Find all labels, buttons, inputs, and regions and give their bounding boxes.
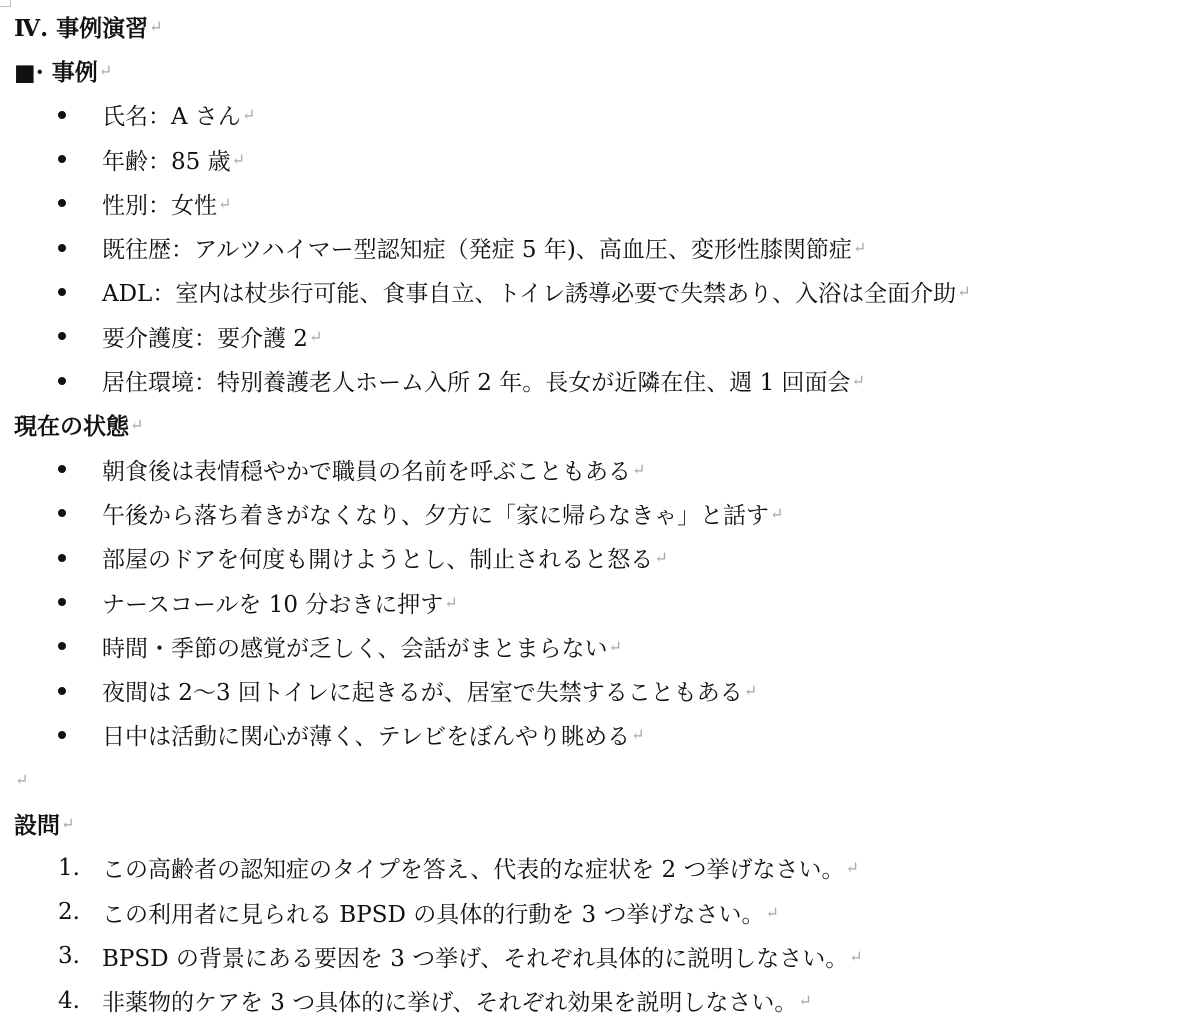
- bullet-icon: [58, 509, 66, 517]
- paragraph-mark-icon: ↵: [444, 592, 458, 612]
- paragraph-mark-icon: ↵: [149, 16, 163, 36]
- question-text: この利用者に見られる BPSD の具体的行動を 3 つ挙げなさい。: [102, 901, 765, 928]
- bullet-icon: [58, 199, 66, 207]
- list-item: [14, 270, 1194, 314]
- question-item: [14, 934, 1194, 978]
- list-item: [14, 447, 1194, 491]
- paragraph-mark-icon: ↵: [218, 193, 232, 213]
- question-item: [14, 846, 1194, 890]
- questions-heading-text: 設問: [14, 811, 60, 839]
- list-item: [14, 181, 1194, 225]
- section-title: [14, 4, 1194, 48]
- list-item-text: 午後から落ち着きがなくなり、夕方に「家に帰らなきゃ」と話す: [102, 502, 769, 529]
- list-item-text: 部屋のドアを何度も開けようとし、制止されると怒る: [102, 547, 654, 574]
- list-item-text: 日中は活動に関心が薄く、テレビをぼんやり眺める: [102, 724, 631, 751]
- paragraph-mark-icon: ↵: [851, 371, 865, 391]
- bullet-icon: [58, 244, 66, 252]
- bullet-icon: [58, 288, 66, 296]
- section-title-text: Ⅳ. 事例演習: [14, 14, 149, 42]
- paragraph-mark-icon: ↵: [743, 681, 758, 701]
- question-number: 4.: [58, 987, 80, 1014]
- paragraph-mark-icon: ↵: [770, 503, 784, 523]
- paragraph-mark-icon: ↵: [130, 415, 144, 435]
- list-item-text: ADL：室内は杖歩行可能、食事自立、トイレ誘導必要で失禁あり、入浴は全面介助: [102, 281, 957, 308]
- question-number: 3.: [58, 943, 80, 970]
- bullet-icon: [58, 155, 66, 163]
- questions-heading: [14, 801, 1194, 845]
- bullet-icon: [58, 642, 66, 650]
- paragraph-mark-icon: ↵: [608, 636, 622, 656]
- list-item: [14, 314, 1194, 358]
- list-item-text: 性別：女性: [102, 192, 217, 219]
- list-item: [14, 358, 1194, 402]
- list-item: [14, 491, 1194, 535]
- case-heading-text: ■· 事例: [14, 58, 98, 86]
- status-heading-text: 現在の状態: [14, 413, 129, 441]
- question-text: BPSD の背景にある要因を 3 つ挙げ、それぞれ具体的に説明しなさい。: [102, 945, 849, 972]
- list-item-text: 年齢：85 歳: [102, 148, 231, 175]
- list-item-text: 既往歴：アルツハイマー型認知症（発症 5 年)、高血圧、変形性膝関節症: [102, 237, 852, 264]
- bullet-icon: [58, 111, 66, 119]
- paragraph-mark-icon: ↵: [98, 60, 113, 80]
- list-item-text: 夜間は 2～3 回トイレに起きるが、居室で失禁することもある: [102, 680, 743, 707]
- case-heading: [14, 48, 1194, 92]
- bullet-icon: [58, 598, 66, 606]
- list-item: [14, 536, 1194, 580]
- list-item-text: 氏名：A さん: [102, 104, 241, 131]
- empty-paragraph: [14, 757, 1194, 801]
- list-item-text: ナースコールを 10 分おきに押す: [102, 591, 444, 618]
- document-body: [14, 4, 1194, 1023]
- paragraph-mark-icon: ↵: [631, 725, 645, 745]
- paragraph-mark-icon: ↵: [15, 769, 29, 789]
- bullet-icon: [58, 377, 66, 385]
- list-item: [14, 93, 1194, 137]
- bullet-icon: [58, 731, 66, 739]
- paragraph-mark-icon: ↵: [241, 105, 256, 125]
- list-item-text: 時間・季節の感覚が乏しく、会話がまとまらない: [102, 635, 608, 662]
- bullet-icon: [58, 687, 66, 695]
- list-item: [14, 668, 1194, 712]
- page-corner-mark: [0, 0, 11, 7]
- status-heading: [14, 403, 1194, 447]
- list-item-text: 居住環境：特別養護老人ホーム入所 2 年。長女が近隣在住、週 1 回面会: [102, 370, 851, 397]
- paragraph-mark-icon: ↵: [231, 149, 245, 169]
- paragraph-mark-icon: ↵: [852, 238, 867, 258]
- questions-list: [14, 846, 1194, 1023]
- paragraph-mark-icon: ↵: [765, 902, 779, 922]
- bullet-icon: [58, 465, 66, 473]
- list-item: [14, 624, 1194, 668]
- status-list: [14, 447, 1194, 757]
- paragraph-mark-icon: ↵: [654, 548, 668, 568]
- paragraph-mark-icon: ↵: [308, 326, 323, 346]
- case-list: [14, 93, 1194, 403]
- paragraph-mark-icon: ↵: [845, 858, 859, 878]
- list-item: [14, 225, 1194, 269]
- question-text: この高齢者の認知症のタイプを答え、代表的な症状を 2 つ挙げなさい。: [102, 857, 845, 884]
- question-number: 1.: [58, 854, 80, 881]
- paragraph-mark-icon: ↵: [957, 282, 971, 302]
- question-text: 非薬物的ケアを 3 つ具体的に挙げ、それぞれ効果を説明しなさい。: [102, 990, 798, 1017]
- list-item: [14, 580, 1194, 624]
- list-item-text: 要介護度：要介護 2: [102, 325, 308, 352]
- list-item: [14, 713, 1194, 757]
- paragraph-mark-icon: ↵: [798, 991, 812, 1011]
- paragraph-mark-icon: ↵: [61, 813, 75, 833]
- list-item: [14, 137, 1194, 181]
- list-item-text: 朝食後は表情穏やかで職員の名前を呼ぶこともある: [102, 458, 631, 485]
- bullet-icon: [58, 554, 66, 562]
- question-item: [14, 979, 1194, 1023]
- question-item: [14, 890, 1194, 934]
- bullet-icon: [58, 332, 66, 340]
- question-number: 2.: [58, 899, 80, 926]
- paragraph-mark-icon: ↵: [849, 946, 863, 966]
- paragraph-mark-icon: ↵: [632, 459, 646, 479]
